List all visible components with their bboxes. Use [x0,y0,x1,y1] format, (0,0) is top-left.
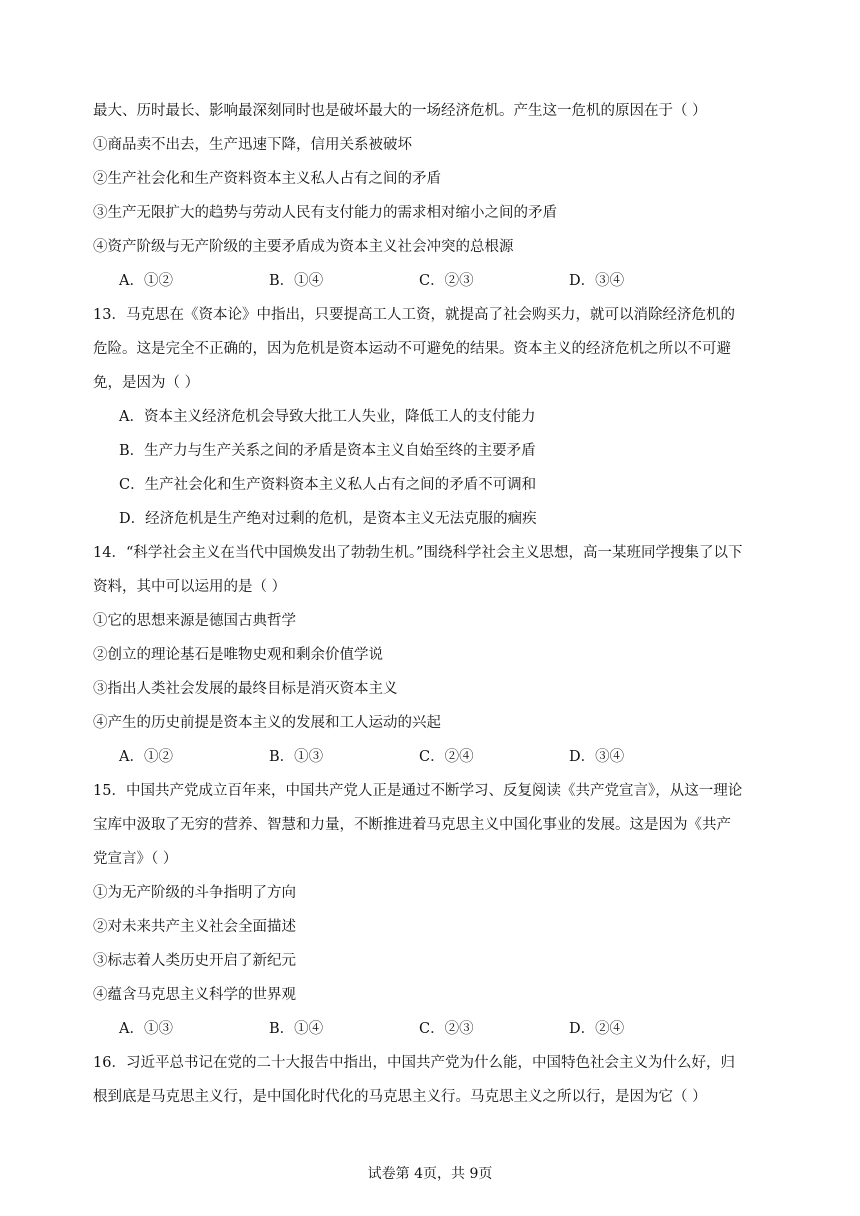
document-body [93,94,773,1114]
text-line: ②对未来共产主义社会全面描述 [93,919,296,935]
answer-options-row [93,264,773,298]
answer-option: B．①④ [269,1021,324,1037]
text-line: 免，是因为（ ） [93,375,200,391]
answer-option: A．①② [119,273,173,289]
answer-option: A．①② [119,749,173,765]
answer-option: C．②④ [419,749,474,765]
text-line: 最大、历时最长、影响最深刻同时也是破坏最大的一场经济危机。产生这一危机的原因在于（ ） [93,103,707,119]
answer-options-row [93,740,773,774]
text-line: ③指出人类社会发展的最终目标是消灭资本主义 [93,681,398,697]
choice-line: C．生产社会化和生产资料资本主义私人占有之间的矛盾不可调和 [119,477,537,493]
answer-option: D．②④ [569,1021,625,1037]
answer-option: C．②③ [419,273,474,289]
text-line: 14．“科学社会主义在当代中国焕发出了勃勃生机。”围绕科学社会主义思想，高一某班同学搜集了以下 [93,545,743,561]
text-line: 16．习近平总书记在党的二十大报告中指出，中国共产党为什么能，中国特色社会主义为什么好，归 [93,1055,735,1071]
answer-option: B．①④ [269,273,324,289]
text-line: 15．中国共产党成立百年来，中国共产党人正是通过不断学习、反复阅读《共产党宣言》，从这一理论 [93,783,743,799]
text-line: 宝库中汲取了无穷的营养、智慧和力量，不断推进着马克思主义中国化事业的发展。这是因为《共产 [93,817,731,833]
text-line: ③生产无限扩大的趋势与劳动人民有支付能力的需求相对缩小之间的矛盾 [93,205,557,221]
answer-options-row [93,1012,773,1046]
text-line: ②生产社会化和生产资料资本主义私人占有之间的矛盾 [93,171,441,187]
answer-option: C．②③ [419,1021,474,1037]
text-line: ④产生的历史前提是资本主义的发展和工人运动的兴起 [93,715,441,731]
text-line: ②创立的理论基石是唯物史观和剩余价值学说 [93,647,383,663]
text-line: ③标志着人类历史开启了新纪元 [93,953,296,969]
text-line: ①它的思想来源是德国古典哲学 [93,613,296,629]
choice-line: A．资本主义经济危机会导致大批工人失业，降低工人的支付能力 [119,409,536,425]
page-footer: 试卷第 4页，共 9页 [367,1166,493,1182]
text-line: 资料，其中可以运用的是（ ） [93,579,287,595]
text-line: 党宣言》（ ） [93,851,178,867]
text-line: 13．马克思在《资本论》中指出，只要提高工人工资，就提高了社会购买力，就可以消除经济危机的 [93,307,735,323]
choice-line: D．经济危机是生产绝对过剩的危机，是资本主义无法克服的痼疾 [119,511,537,527]
answer-option: A．①③ [119,1021,173,1037]
text-line: ①商品卖不出去，生产迅速下降，信用关系被破坏 [93,137,412,153]
text-line: 根到底是马克思主义行，是中国化时代化的马克思主义行。马克思主义之所以行，是因为它（ ） [93,1089,707,1105]
text-line: ④资产阶级与无产阶级的主要矛盾成为资本主义社会冲突的总根源 [93,239,514,255]
answer-option: B．①③ [269,749,324,765]
text-line: 危险。这是完全不正确的，因为危机是资本运动不可避免的结果。资本主义的经济危机之所以不可避 [93,341,731,357]
answer-option: D．③④ [569,273,625,289]
answer-option: D．③④ [569,749,625,765]
text-line: ④蕴含马克思主义科学的世界观 [93,987,296,1003]
choice-line: B．生产力与生产关系之间的矛盾是资本主义自始至终的主要矛盾 [119,443,536,459]
text-line: ①为无产阶级的斗争指明了方向 [93,885,296,901]
